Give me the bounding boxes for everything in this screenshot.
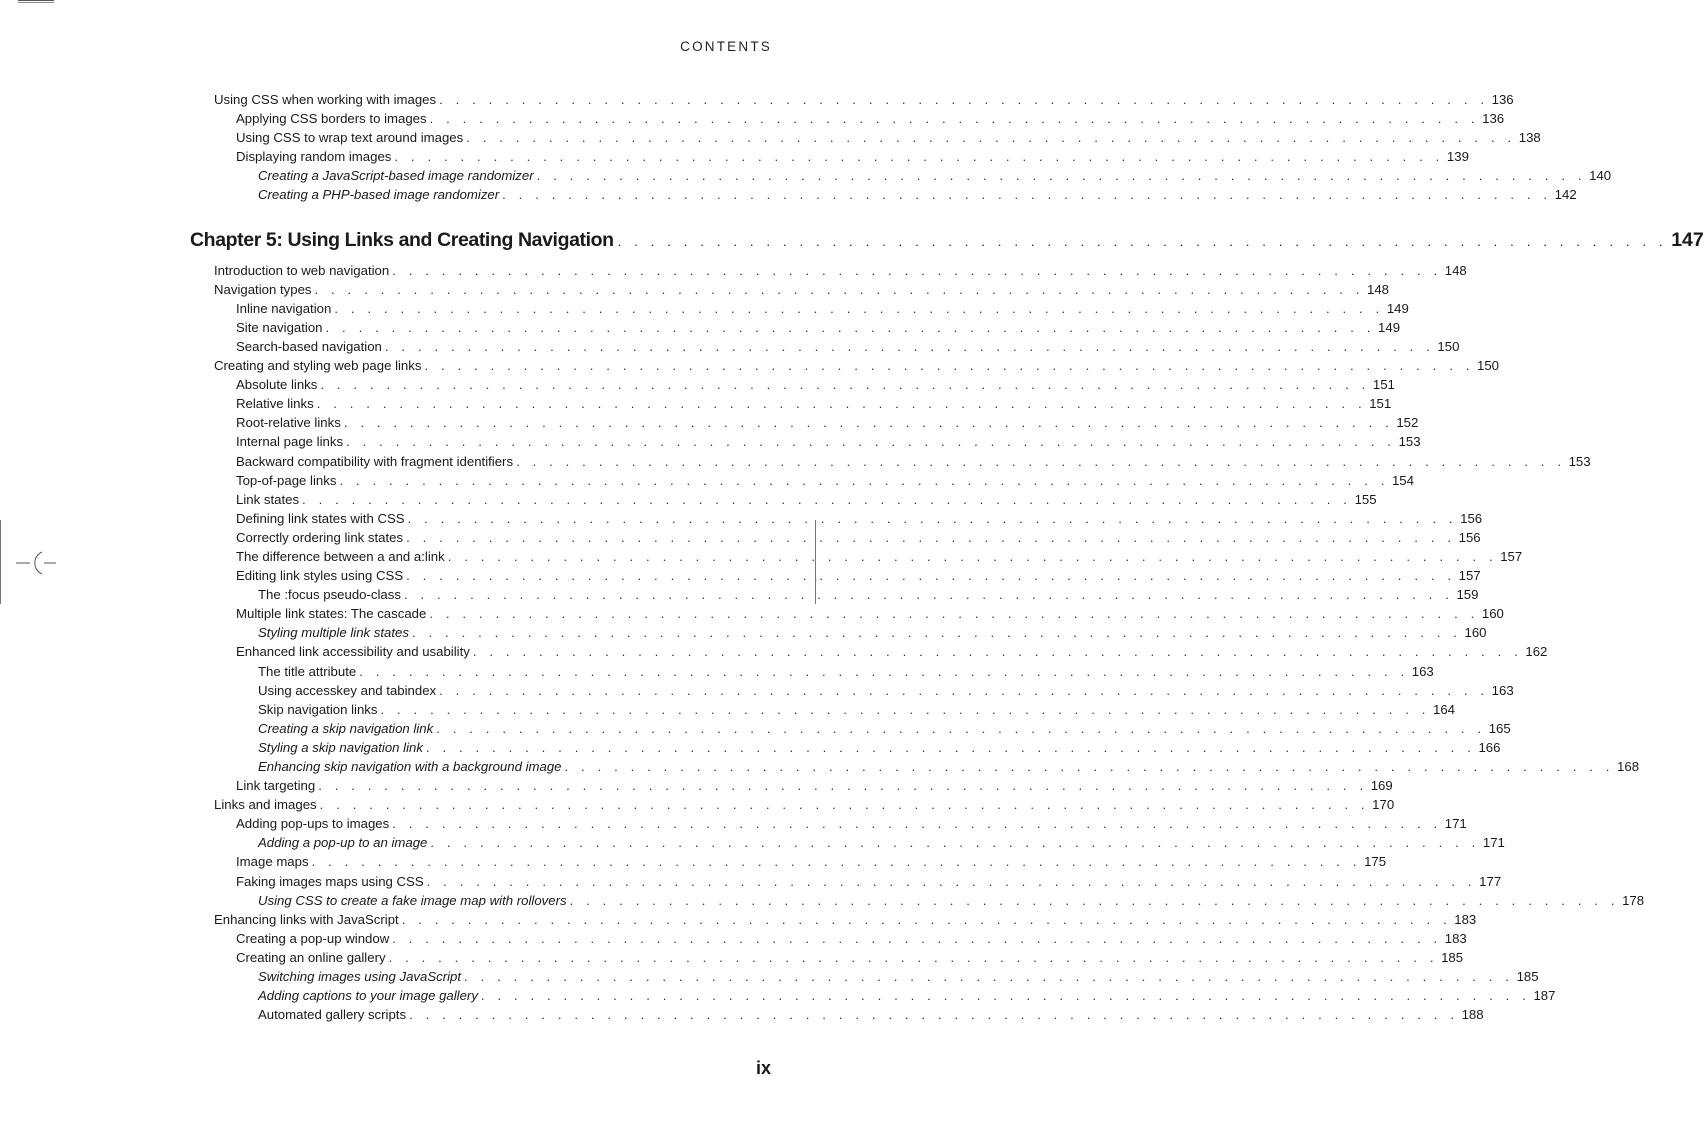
toc-entry-leader: . . . . . . . . . . . . . . . . . . . . . . . . . . . . . . . . . . . . . . . . . . . . . . . . . . . . . . . . . . . . . . . .: [426, 873, 1477, 889]
toc-entry-title: Styling multiple link states: [258, 625, 409, 641]
toc-entry-title: Correctly ordering link states: [236, 529, 404, 545]
toc-entry-title: Using CSS to create a fake image map with rollovers: [258, 892, 567, 908]
toc-entry-leader: . . . . . . . . . . . . . . . . . . . . . . . . . . . . . . . . . . . . . . . . . . . . . . . . . . . . . . . . . . . . . . . .: [311, 854, 1362, 870]
toc-entry-leader: . . . . . . . . . . . . . . . . . . . . . . . . . . . . . . . . . . . . . . . . . . . . . . . . . . . . . . . . . . . . . . . .: [319, 797, 1370, 813]
toc-entry-page-number: 151: [1372, 377, 1395, 393]
toc-entry-leader: . . . . . . . . . . . . . . . . . . . . . . . . . . . . . . . . . . . . . . . . . . . . . . . . . . . . . . . . . . . . . . . .: [380, 701, 1431, 717]
toc-entry[interactable]: [190, 337, 1460, 356]
toc-entry[interactable]: [190, 90, 1514, 109]
toc-entry[interactable]: [190, 509, 1483, 528]
toc-entry-page-number: 183: [1454, 911, 1477, 927]
toc-entry-page-number: 171: [1444, 816, 1467, 832]
toc-entry-page-number: 164: [1433, 701, 1456, 717]
toc-entry-page-number: 153: [1398, 434, 1421, 450]
toc-entry[interactable]: [190, 432, 1421, 451]
toc-entry[interactable]: [190, 452, 1591, 471]
toc-entry-page-number: 151: [1369, 396, 1392, 412]
toc-entry-leader: . . . . . . . . . . . . . . . . . . . . . . . . . . . . . . . . . . . . . . . . . . . . . . . . . . . . . . . . . . . . . . . .: [392, 930, 1442, 946]
toc-entry[interactable]: [190, 681, 1514, 700]
toc-entry-page-number: 163: [1411, 663, 1434, 679]
toc-entry-title: Enhancing links with JavaScript: [214, 911, 399, 927]
toc-entry[interactable]: [190, 128, 1541, 147]
toc-entry-title: Using CSS to wrap text around images: [236, 130, 464, 146]
toc-entry-page-number: 168: [1617, 759, 1640, 774]
toc-entry[interactable]: [190, 738, 1501, 757]
toc-entry-leader: . . . . . . . . . . . . . . . . . . . . . . . . . . . . . . . . . . . . . . . . . . . . . . . . . . . . . . . . . . . . . . . .: [407, 510, 1458, 526]
toc-entry-title: Multiple link states: The cascade: [236, 606, 427, 622]
toc-entry-leader: . . . . . . . . . . . . . . . . . . . . . . . . . . . . . . . . . . . . . . . . . . . . . . . . . . . . . . . . . . . . . . . .: [430, 835, 1480, 851]
toc-entry-leader: . . . . . . . . . . . . . . . . . . . . . . . . . . . . . . . . . . . . . . . . . . . . . . . . . . . . . . . . . . . . . . . .: [569, 892, 1620, 908]
toc-entry-leader: . . . . . . . . . . . . . . . . . . . . . . . . . . . . . . . . . . . . . . . . . . . . . . . . . . . . . . . . . . . . . . . .: [536, 168, 1587, 184]
toc-entry[interactable]: [190, 986, 1556, 1005]
toc-entry-leader: . . . . . . . . . . . . . . . . . . . . . . . . . . . . . . . . . . . . . . . . . . . . . . . . . . . . . . . . . . . . . . . .: [403, 587, 1454, 603]
running-head: CONTENTS: [680, 39, 772, 54]
toc-entry-title: The difference between a and a:link: [236, 548, 445, 564]
toc-entry-leader: . . . . . . . . . . . . . . . . . . . . . . . . . . . . . . . . . . . . . . . . . . . . . . . . . . . . . . . . . . . . . . . .: [447, 548, 1498, 564]
registration-mark-icon: [16, 548, 56, 578]
toc-entry-leader: . . . . . . . . . . . . . . . . . . . . . . . . . . . . . . . . . . . . . . . . . . . . . . . . . . . . . . . . . . . . . . . .: [516, 453, 1566, 469]
toc-entry-page-number: 149: [1378, 319, 1401, 335]
crop-mark-top-inner: [18, 2, 54, 3]
toc-entry-title: Backward compatibility with fragment identifiers: [236, 453, 514, 469]
toc-entry-leader: . . . . . . . . . . . . . . . . . . . . . . . . . . . . . . . . . . . . . . . . . . . . . . . . . . . . . . . . . . . . . . . .: [436, 720, 1486, 736]
toc-entry[interactable]: [190, 642, 1548, 661]
toc-entry-title: Creating a skip navigation link: [258, 720, 434, 736]
toc-entry-page-number: 156: [1458, 529, 1481, 545]
toc-entry-leader: . . . . . . . . . . . . . . . . . . . . . . . . . . . . . . . . . . . . . . . . . . . . . . . . . . . . . . . . . . . . . . . .: [412, 625, 1462, 641]
toc-entry-page-number: 171: [1482, 835, 1505, 851]
toc-entry[interactable]: [190, 814, 1467, 833]
chapter-page-number: 147: [1671, 228, 1704, 251]
toc-entry[interactable]: [190, 852, 1387, 871]
toc-entry[interactable]: [190, 700, 1456, 719]
toc-entry-title: Creating an online gallery: [236, 949, 386, 965]
toc-entry[interactable]: [190, 490, 1377, 509]
toc-entry-leader: . . . . . . . . . . . . . . . . . . . . . . . . . . . . . . . . . . . . . . . . . . . . . . . . . . . . . . . . . . . . . . . .: [334, 300, 1384, 316]
toc-entry-leader: . . . . . . . . . . . . . . . . . . . . . . . . . . . . . . . . . . . . . . . . . . . . . . . . . . . . . . . . . . . . . . . .: [480, 988, 1531, 1004]
toc-entry-page-number: 188: [1461, 1007, 1484, 1023]
toc-entry-title: Skip navigation links: [258, 701, 378, 717]
toc-entry-title: Adding a pop-up to an image: [258, 835, 428, 851]
toc-entry-page-number: 148: [1367, 281, 1390, 297]
toc-entry[interactable]: [190, 929, 1467, 948]
toc-entry-leader: . . . . . . . . . . . . . . . . . . . . . . . . . . . . . . . . . . . . . . . . . . . . . . . . . . . . . . . . . . . . . . . .: [401, 911, 1452, 927]
toc-entry-leader: . . . . . . . . . . . . . . . . . . . . . . . . . . . . . . . . . . . . . . . . . . . . . . . . . . . . . . . . . . . . . . . .: [320, 377, 1370, 393]
toc-entry-title: Faking images maps using CSS: [236, 873, 424, 889]
toc-entry-page-number: 149: [1386, 300, 1409, 316]
toc-entry-leader: . . . . . . . . . . . . . . . . . . . . . . . . . . . . . . . . . . . . . . . . . . . . . . . . . . . . . . . . . . . . . . . .: [318, 778, 1368, 794]
toc-entry[interactable]: [190, 147, 1469, 166]
toc-entry[interactable]: [190, 757, 1640, 776]
toc-entry[interactable]: [190, 394, 1392, 413]
crop-mark-top: [18, 0, 54, 1]
toc-entry-leader: . . . . . . . . . . . . . . . . . . . . . . . . . . . . . . . . . . . . . . . . . . . . . . . . . . . . . . . . . . . . . . . .: [343, 415, 1394, 431]
toc-entry-leader: . . . . . . . . . . . . . . . . . . . . . . . . . . . . . . . . . . . . . . . . . . . . . . . . . . . . . . . . . . . . . . . .: [392, 262, 1442, 278]
toc-entry-title: Site navigation: [236, 319, 323, 335]
toc-entry-page-number: 157: [1458, 568, 1481, 584]
toc-entry-page-number: 169: [1370, 778, 1393, 794]
toc-entry-page-number: 160: [1464, 625, 1487, 641]
toc-entry-title: Using CSS when working with images: [214, 92, 437, 107]
toc-section-previous-chapter: [190, 90, 1612, 205]
toc-entry[interactable]: [190, 528, 1481, 547]
toc-entry-title: Creating a JavaScript-based image randomizer: [258, 168, 534, 184]
toc-entry-title: Creating and styling web page links: [214, 358, 422, 374]
toc-entry-title: Inline navigation: [236, 300, 332, 316]
toc-entry-title: Using accesskey and tabindex: [258, 682, 437, 698]
crop-mark-left: [0, 520, 1, 604]
toc-entry[interactable]: [190, 185, 1577, 204]
toc-entry-title: Switching images using JavaScript: [258, 969, 462, 985]
toc-entry-leader: . . . . . . . . . . . . . . . . . . . . . . . . . . . . . . . . . . . . . . . . . . . . . . . . . . . . . . . . . . . . . . . .: [472, 644, 1523, 660]
toc-entry-leader: . . . . . . . . . . . . . . . . . . . . . . . . . . . . . . . . . . . . . . . . . . . . . . . . . . . . . . . . . . . . . . . .: [394, 149, 1444, 165]
page-folio: ix: [755, 1058, 771, 1078]
toc-entry-title: The :focus pseudo-class: [258, 587, 401, 603]
toc-entry-page-number: 150: [1476, 358, 1499, 374]
toc-entry-title: Displaying random images: [236, 149, 392, 165]
toc-entry-title: Enhancing skip navigation with a background image: [258, 759, 562, 774]
table-of-contents: [190, 90, 1704, 1024]
toc-entry-page-number: 187: [1533, 988, 1556, 1004]
toc-entry-title: Navigation types: [214, 281, 312, 297]
toc-entry-leader: . . . . . . . . . . . . . . . . . . . . . . . . . . . . . . . . . . . . . . . . . . . . . . . . . . . . . . . . . . . . . . . .: [429, 111, 1480, 127]
toc-entry-title: Editing link styles using CSS: [236, 568, 404, 584]
toc-entry-title: Defining link states with CSS: [236, 510, 405, 526]
toc-entry-page-number: 162: [1525, 644, 1548, 660]
toc-entry-leader: . . . . . . . . . . . . . . . . . . . . . . . . . . . . . . . . . . . . . . . . . . . . . . . . . . . . . . . . . . . . . . . .: [406, 529, 1456, 545]
toc-entry-leader: . . . . . . . . . . . . . . . . . . . . . . . . . . . . . . . . . . . . . . . . . . . . . . . . . . . . . . . . . . . . . . . .: [564, 759, 1615, 774]
toc-entry[interactable]: [190, 1005, 1484, 1024]
toc-entry[interactable]: [190, 776, 1393, 795]
toc-entry-page-number: 138: [1518, 130, 1541, 146]
toc-entry[interactable]: [190, 566, 1481, 585]
toc-entry-page-number: 185: [1516, 969, 1539, 985]
toc-entry-leader: . . . . . . . . . . . . . . . . . . . . . . . . . . . . . . . . . . . . . . . . . . . . . . . . . . . . . . . . . . . . . . . .: [316, 396, 1367, 412]
toc-entry-title: Root-relative links: [236, 415, 341, 431]
chapter-leader: . . . . . . . . . . . . . . . . . . . . . . . . . . . . . . . . . . . . . . . . . . . . . . . . . . . . . . . . . . . . . . . .: [617, 233, 1668, 249]
toc-entry[interactable]: [190, 585, 1479, 604]
toc-entry-leader: . . . . . . . . . . . . . . . . . . . . . . . . . . . . . . . . . . . . . . . . . . . . . . . . . . . . . . . . . . . . . . . .: [406, 568, 1456, 584]
toc-entry-page-number: 154: [1391, 472, 1414, 488]
toc-entry-page-number: 139: [1446, 149, 1469, 165]
toc-entry-title: Relative links: [236, 396, 314, 412]
toc-entry-title: Internal page links: [236, 434, 344, 450]
toc-entry-page-number: 136: [1491, 92, 1514, 107]
toc-entry-page-number: 163: [1491, 682, 1514, 698]
toc-entry-leader: . . . . . . . . . . . . . . . . . . . . . . . . . . . . . . . . . . . . . . . . . . . . . . . . . . . . . . . . . . . . . . . .: [384, 338, 1435, 354]
toc-entry-page-number: 165: [1488, 720, 1511, 736]
toc-entry-title: Creating a PHP-based image randomizer: [258, 187, 500, 203]
toc-entry-leader: . . . . . . . . . . . . . . . . . . . . . . . . . . . . . . . . . . . . . . . . . . . . . . . . . . . . . . . . . . . . . . . .: [339, 472, 1389, 488]
toc-entry-leader: . . . . . . . . . . . . . . . . . . . . . . . . . . . . . . . . . . . . . . . . . . . . . . . . . . . . . . . . . . . . . . . .: [409, 1007, 1459, 1023]
toc-entry-page-number: 156: [1460, 510, 1483, 526]
toc-entry[interactable]: [190, 795, 1395, 814]
toc-entry-leader: . . . . . . . . . . . . . . . . . . . . . . . . . . . . . . . . . . . . . . . . . . . . . . . . . . . . . . . . . . . . . . . .: [346, 434, 1396, 450]
toc-entry-page-number: 177: [1479, 873, 1502, 889]
toc-entry-leader: . . . . . . . . . . . . . . . . . . . . . . . . . . . . . . . . . . . . . . . . . . . . . . . . . . . . . . . . . . . . . . . .: [424, 358, 1474, 374]
toc-entry-title: Image maps: [236, 854, 309, 870]
toc-entry-page-number: 150: [1437, 338, 1460, 354]
toc-entry[interactable]: [190, 280, 1390, 299]
toc-entry-page-number: 183: [1444, 930, 1467, 946]
toc-entry[interactable]: [190, 910, 1477, 929]
toc-entry-page-number: 178: [1622, 892, 1645, 908]
toc-entry-leader: . . . . . . . . . . . . . . . . . . . . . . . . . . . . . . . . . . . . . . . . . . . . . . . . . . . . . . . . . . . . . . . .: [439, 682, 1489, 698]
toc-entry[interactable]: [190, 413, 1419, 432]
toc-entry-page-number: 160: [1481, 606, 1504, 622]
toc-entry[interactable]: [190, 375, 1395, 394]
toc-entry[interactable]: [190, 719, 1511, 738]
toc-entry[interactable]: [190, 662, 1434, 681]
toc-entry-leader: . . . . . . . . . . . . . . . . . . . . . . . . . . . . . . . . . . . . . . . . . . . . . . . . . . . . . . . . . . . . . . . .: [359, 663, 1409, 679]
toc-entry-title: Introduction to web navigation: [214, 262, 390, 278]
toc-entry-leader: . . . . . . . . . . . . . . . . . . . . . . . . . . . . . . . . . . . . . . . . . . . . . . . . . . . . . . . . . . . . . . . .: [425, 739, 1476, 755]
toc-entry-leader: . . . . . . . . . . . . . . . . . . . . . . . . . . . . . . . . . . . . . . . . . . . . . . . . . . . . . . . . . . . . . . . .: [439, 92, 1489, 107]
toc-entry-leader: . . . . . . . . . . . . . . . . . . . . . . . . . . . . . . . . . . . . . . . . . . . . . . . . . . . . . . . . . . . . . . . .: [325, 319, 1376, 335]
toc-entry-title: Absolute links: [236, 377, 318, 393]
toc-entry-page-number: 185: [1441, 949, 1464, 965]
toc-entry-title: Top-of-page links: [236, 472, 337, 488]
toc-entry[interactable]: [190, 109, 1505, 128]
toc-entry-title: The title attribute: [258, 663, 357, 679]
toc-entry[interactable]: [190, 872, 1502, 891]
toc-entry-page-number: 157: [1500, 548, 1523, 564]
toc-entry-page-number: 148: [1444, 262, 1467, 278]
toc-entry[interactable]: [190, 166, 1612, 185]
toc-entry-leader: . . . . . . . . . . . . . . . . . . . . . . . . . . . . . . . . . . . . . . . . . . . . . . . . . . . . . . . . . . . . . . . .: [388, 949, 1439, 965]
toc-entry[interactable]: [190, 967, 1539, 986]
toc-entry-leader: . . . . . . . . . . . . . . . . . . . . . . . . . . . . . . . . . . . . . . . . . . . . . . . . . . . . . . . . . . . . . . . .: [466, 130, 1516, 146]
toc-entry-page-number: 136: [1482, 111, 1505, 127]
toc-entry-title: Search-based navigation: [236, 338, 382, 354]
toc-entry-page-number: 142: [1554, 187, 1577, 203]
toc-entry-page-number: 170: [1372, 797, 1395, 813]
toc-entry[interactable]: [190, 318, 1401, 337]
toc-entry-title: Adding captions to your image gallery: [258, 988, 478, 1004]
toc-entry-title: Applying CSS borders to images: [236, 111, 427, 127]
toc-entry-leader: . . . . . . . . . . . . . . . . . . . . . . . . . . . . . . . . . . . . . . . . . . . . . . . . . . . . . . . . . . . . . . . .: [392, 816, 1442, 832]
toc-entry-leader: . . . . . . . . . . . . . . . . . . . . . . . . . . . . . . . . . . . . . . . . . . . . . . . . . . . . . . . . . . . . . . . .: [302, 491, 1352, 507]
chapter-title: Chapter 5: Using Links and Creating Navigation: [190, 228, 614, 251]
toc-entry[interactable]: [190, 833, 1505, 852]
toc-entry-title: Links and images: [214, 797, 317, 813]
toc-entry-title: Link states: [236, 491, 300, 507]
toc-entry[interactable]: [190, 948, 1464, 967]
toc-entry-page-number: 152: [1396, 415, 1419, 431]
toc-entry[interactable]: [190, 623, 1487, 642]
toc-entry[interactable]: [190, 891, 1645, 910]
toc-entry-page-number: 155: [1354, 491, 1377, 507]
toc-entry-page-number: 153: [1568, 453, 1591, 469]
toc-entry-title: Automated gallery scripts: [258, 1007, 407, 1023]
toc-entry-page-number: 140: [1589, 168, 1612, 184]
toc-entry-page-number: 166: [1478, 739, 1501, 755]
toc-entry[interactable]: [190, 471, 1414, 490]
toc-entry-title: Enhanced link accessibility and usability: [236, 644, 470, 660]
toc-entry-leader: . . . . . . . . . . . . . . . . . . . . . . . . . . . . . . . . . . . . . . . . . . . . . . . . . . . . . . . . . . . . . . . .: [429, 606, 1479, 622]
toc-entry[interactable]: [190, 604, 1504, 623]
toc-entry[interactable]: [190, 299, 1409, 318]
toc-entry-title: Styling a skip navigation link: [258, 739, 423, 755]
toc-entry-page-number: 175: [1364, 854, 1387, 870]
toc-entry[interactable]: [190, 547, 1523, 566]
toc-entry-title: Link targeting: [236, 778, 316, 794]
chapter-heading[interactable]: [190, 227, 1704, 253]
toc-entry-page-number: 159: [1456, 587, 1479, 603]
toc-entry-leader: . . . . . . . . . . . . . . . . . . . . . . . . . . . . . . . . . . . . . . . . . . . . . . . . . . . . . . . . . . . . . . . .: [502, 187, 1552, 203]
toc-entry-title: Adding pop-ups to images: [236, 816, 390, 832]
toc-entry-leader: . . . . . . . . . . . . . . . . . . . . . . . . . . . . . . . . . . . . . . . . . . . . . . . . . . . . . . . . . . . . . . . .: [314, 281, 1365, 297]
toc-section-chapter-5: [190, 261, 1645, 1025]
toc-entry-leader: . . . . . . . . . . . . . . . . . . . . . . . . . . . . . . . . . . . . . . . . . . . . . . . . . . . . . . . . . . . . . . . .: [464, 969, 1514, 985]
toc-entry[interactable]: [190, 261, 1467, 280]
toc-entry[interactable]: [190, 356, 1499, 375]
toc-entry-title: Creating a pop-up window: [236, 930, 390, 946]
